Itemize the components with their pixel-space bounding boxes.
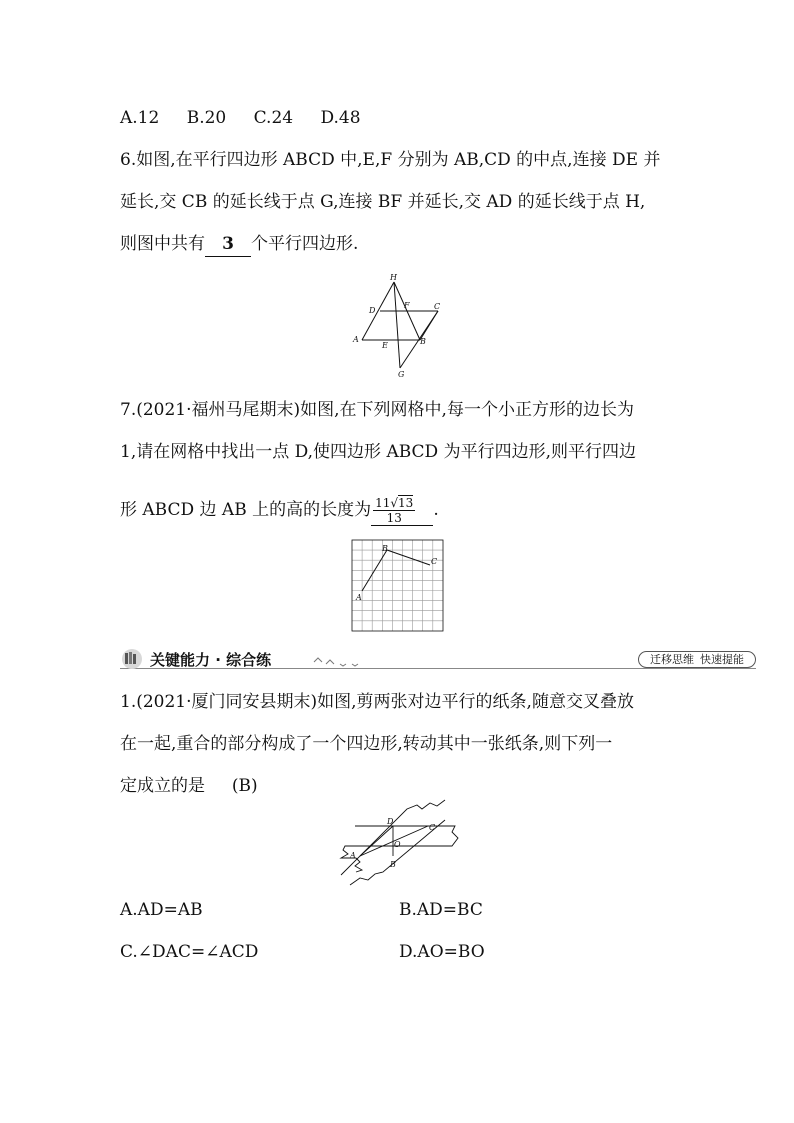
q6-label-b: B [420, 337, 426, 346]
choice-a: A.12 [120, 108, 160, 128]
q6-text-before: 则图中共有 [120, 234, 205, 254]
q7-text-after: . [433, 500, 439, 520]
q1-choice-d: D.AO=BO [399, 942, 485, 962]
q7-answer [371, 496, 433, 526]
q1-choice-c: C.∠DAC=∠ACD [120, 942, 259, 962]
q1-strips-figure [338, 800, 466, 886]
section-header [120, 648, 756, 670]
q1-line-1: 1.(2021·厦门同安县期末)如图,剪两张对边平行的纸条,随意交叉叠放 [120, 692, 634, 712]
tag-quick-improve: 快速提能 [700, 653, 744, 666]
q6-label-c: C [434, 302, 441, 311]
choice-d: D.48 [320, 108, 361, 128]
q6-label-a: A [353, 335, 359, 344]
q7-line-2: 1,请在网格中找出一点 D,使四边形 ABCD 为平行四边形,则平行四边 [120, 442, 636, 462]
q6-label-g: G [398, 370, 405, 379]
tag-transfer-thinking: 迁移思维 [650, 653, 694, 666]
q1-label-c: C [429, 823, 436, 832]
q6-line-3 [120, 232, 358, 257]
q1-label-d: D [387, 817, 394, 826]
q7-line-3 [120, 496, 439, 526]
section-title: 关键能力 · 综合练 [150, 651, 272, 669]
q6-line-2: 延长,交 CB 的延长线于点 G,连接 BF 并延长,交 AD 的延长线于点 H, [120, 192, 646, 212]
q6-label-f: F [404, 301, 410, 310]
choice-b: B.20 [186, 108, 227, 128]
q6-answer: 3 [205, 232, 251, 257]
q7-answer-coefficient: 11 [375, 496, 391, 510]
q7-answer-numerator: 11√13 [375, 496, 414, 510]
q1-choice-b: B.AD=BC [399, 900, 483, 920]
q1-label-a: A [350, 851, 356, 860]
section-tag [638, 651, 756, 668]
choice-c: C.24 [253, 108, 294, 128]
q6-label-h: H [390, 273, 397, 282]
q1-answer: (B) [231, 776, 258, 796]
q1-line-3 [120, 774, 258, 798]
q7-answer-denominator: 13 [386, 511, 402, 525]
q6-figure [340, 268, 450, 378]
q6-text-after: 个平行四边形. [251, 234, 359, 254]
q1-label-o: O [394, 840, 401, 849]
q7-line-1: 7.(2021·福州马尾期末)如图,在下列网格中,每一个小正方形的边长为 [120, 400, 634, 420]
q6-label-e: E [382, 341, 388, 350]
decorative-arrows-icon [312, 654, 362, 668]
q7-text-before: 形 ABCD 边 AB 上的高的长度为 [120, 500, 372, 520]
q7-answer-fraction [373, 496, 415, 525]
prev-question-choices [120, 106, 383, 130]
q7-grid-figure [352, 540, 444, 632]
q1-line-2: 在一起,重合的部分构成了一个四边形,转动其中一张纸条,则下列一 [120, 734, 613, 754]
q1-label-b: B [390, 860, 396, 869]
q6-line-1: 6.如图,在平行四边形 ABCD 中,E,F 分别为 AB,CD 的中点,连接 DE 并 [120, 150, 661, 170]
q7-answer-radicand: 13 [398, 496, 414, 510]
q7-label-a: A [356, 593, 362, 602]
books-icon [120, 648, 144, 670]
q6-label-d: D [369, 306, 376, 315]
q1-text: 定成立的是 [120, 776, 205, 796]
q1-choice-a: A.AD=AB [120, 900, 203, 920]
q7-label-c: C [431, 557, 438, 566]
q7-label-b: B [382, 544, 388, 553]
